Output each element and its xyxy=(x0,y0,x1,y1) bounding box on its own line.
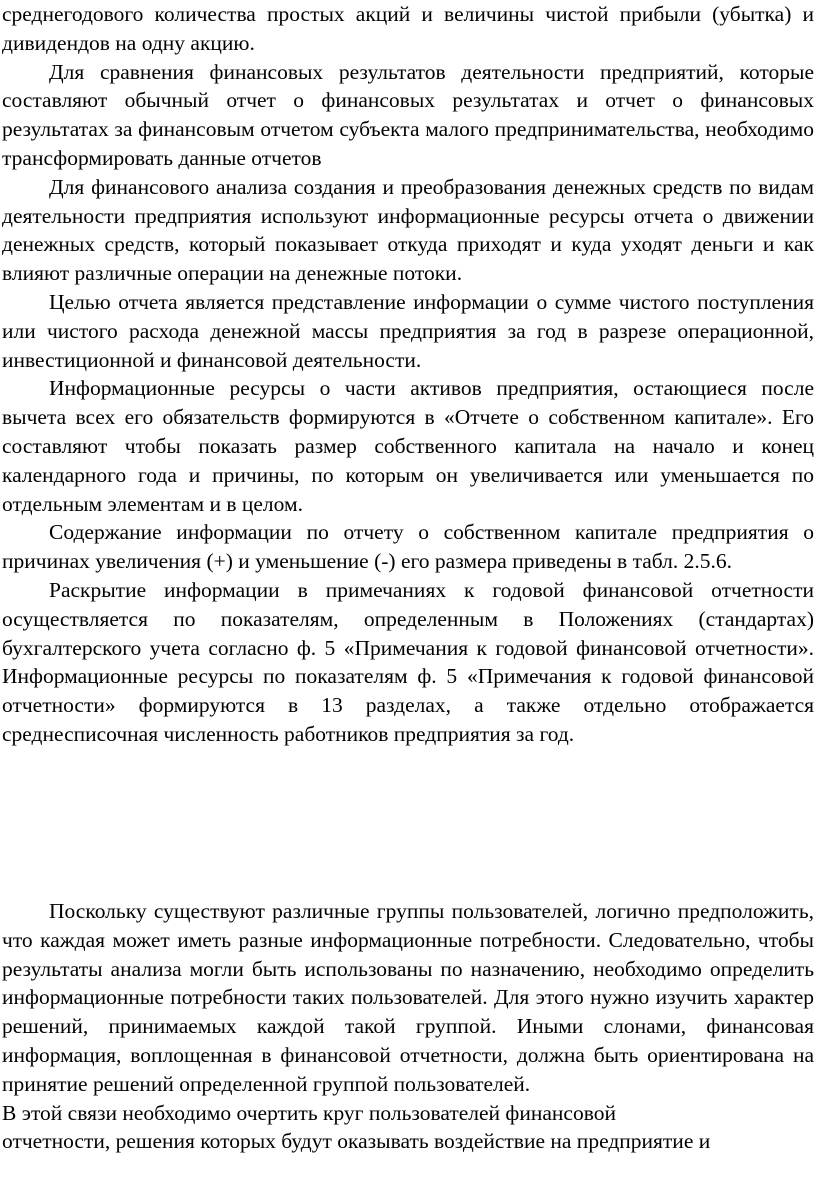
paragraph-equity-report: Информационные ресурсы о части активов предприятия, остающиеся после вычета всех его обязательств формируются в «Отчете о собственном капитале». Его составляют чтобы показать размер собственного капитала на начало и конец календарного года и причины, по которым он увеличивается или уменьшается по отдельным элементам и в целом. xyxy=(2,376,814,516)
text-line-reporting-decisions: отчетности, решения которых будут оказывать воздействие на предприятие и xyxy=(2,1129,711,1154)
text-block-top xyxy=(2,0,814,749)
paragraph-continuation: среднегодового количества простых акций и величины чистой прибыли (убытка) и дивидендов на одну акцию. xyxy=(2,2,814,55)
text-line-users-circle: В этой связи необходимо очертить круг пользователей финансовой xyxy=(2,1100,616,1125)
paragraph-equity-table-reference: Содержание информации по отчету о собственном капитале предприятия о причинах увеличения (+) и уменьшение (-) его размера приведены в табл. 2.5.6. xyxy=(2,520,814,574)
paragraph-notes-disclosure: Раскрытие информации в примечаниях к годовой финансовой отчетности осуществляется по показателям, определенным в Положениях (стандартах) бухгалтерского учета согласно ф. 5 «Примечания к годовой финансовой отчетности». Информационные ресурсы по показателям ф. 5 «Примечания к годовой финансовой отчетности» формируются в 13 разделах, а также отдельно отображается среднесписочная численность работников предприятия за год. xyxy=(2,577,814,746)
text-block-bottom xyxy=(2,897,814,1156)
paragraph-financial-results-comparison: Для сравнения финансовых результатов деятельности предприятий, которые составляют обычный отчет о финансовых результатах и отчет о финансовых результатах за финансовым отчетом субъекта малого предпринимательства, необходимо трансформировать данные отчетов xyxy=(2,59,814,170)
paragraph-report-purpose: Целью отчета является представление информации о сумме чистого поступления или чистого расхода денежной массы предприятия за год в разрезе операционной, инвестиционной и финансовой деятельности. xyxy=(2,289,814,372)
paragraph-cash-flow-analysis: Для финансового анализа создания и преобразования денежных средств по видам деятельности предприятия используют информационные ресурсы отчета о движении денежных средств, который показывает откуда приходят и куда уходят деньги и как влияют различные операции на денежные потоки. xyxy=(2,174,814,286)
paragraph-user-groups: Поскольку существуют различные группы пользователей, логично предположить, что каждая может иметь разные информационные потребности. Следовательно, чтобы результаты анализа могли быть использованы по назначению, необходимо определить информационные потребности таких пользователей. Для этого нужно изучить характер решений, принимаемых каждой такой группой. Иными слонами, финансовая информация, воплощенная в финансовой отчетности, должна быть ориентирована на принятие решений определенной группой пользователей. xyxy=(2,899,814,1096)
